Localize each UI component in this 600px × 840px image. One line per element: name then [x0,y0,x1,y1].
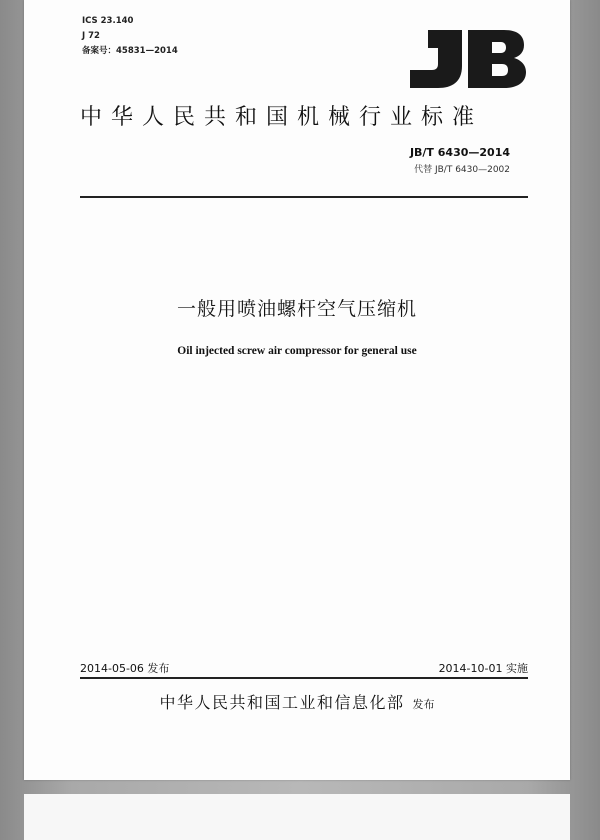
jb-logo [400,26,530,90]
class-code: J 72 [82,31,100,41]
issuer-name: 中华人民共和国工业和信息化部 [159,693,405,712]
issuer-action: 发布 [412,698,435,711]
replaced-standard: 代替 JB/T 6430—2002 [414,165,510,175]
next-page-edge [24,794,570,840]
document-title-english: Oil injected screw air compressor for general use [177,345,417,357]
issuing-authority [24,690,570,713]
ics-code: ICS 23.140 [82,16,134,26]
document-page [24,0,570,780]
classification-block [82,14,178,59]
implementation-date: 2014-10-01 实施 [438,662,528,675]
jb-logo-graphic [400,26,530,90]
document-title-chinese: 一般用喷油螺杆空气压缩机 [176,298,417,320]
header-divider [80,196,528,198]
standard-number: JB/T 6430—2014 [409,146,510,159]
standard-category-title: 中华人民共和国机械行业标准 [80,105,484,130]
footer-divider [80,677,528,679]
issue-date: 2014-05-06 发布 [80,662,170,675]
record-number: 备案号：45831—2014 [82,46,178,56]
